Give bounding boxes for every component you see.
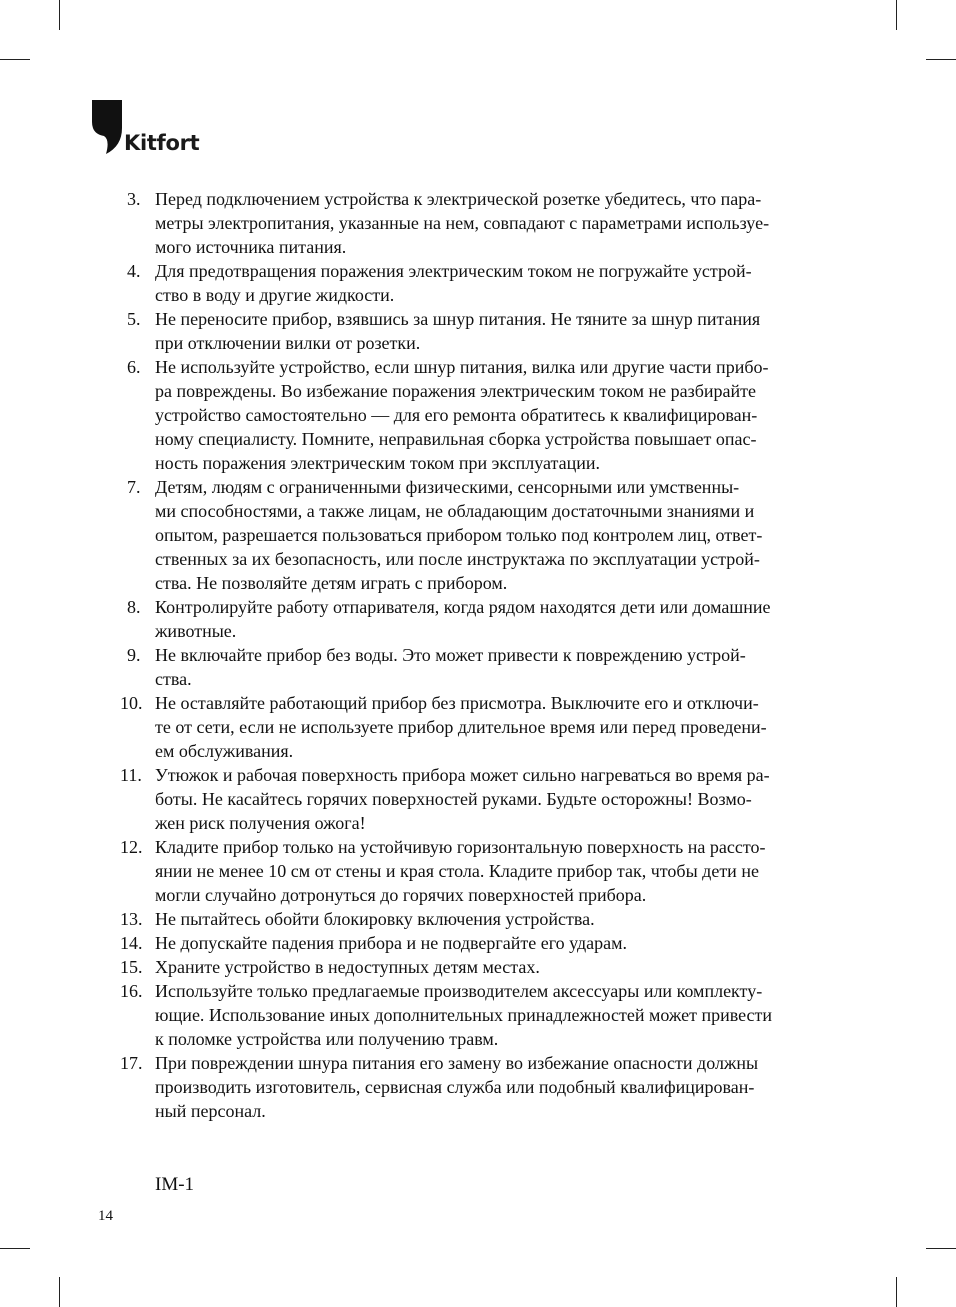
list-item-line: Не оставляйте работающий прибор без присмотра. Выключите его и отключи-: [155, 693, 759, 713]
list-item-line: при отключении вилки от розетки.: [155, 333, 421, 353]
list-item-line: ем обслуживания.: [155, 741, 294, 761]
list-item-line: ющие. Использование иных дополнительных принадлежностей может привести: [155, 1005, 773, 1025]
list-item-number: 10.: [120, 693, 143, 713]
list-item: [120, 763, 842, 835]
crop-mark-bottom-right-h: [926, 1248, 956, 1249]
list-item-number: 6.: [127, 357, 141, 377]
list-item-line: мого источника питания.: [155, 237, 347, 257]
list-item: [120, 595, 842, 643]
list-item-number: 16.: [120, 981, 143, 1001]
list-item-line: к поломке устройства или получению травм.: [155, 1029, 499, 1049]
list-item-number: 3.: [127, 189, 141, 209]
list-item-line: ми способностями, а также лицам, не обладающим достаточными знаниями и: [155, 501, 755, 521]
list-item-line: Перед подключением устройства к электрической розетке убедитесь, что пара-: [155, 189, 762, 209]
list-item-line: Не включайте прибор без воды. Это может привести к повреждению устрой-: [155, 645, 746, 665]
list-item: [120, 259, 842, 307]
crop-mark-bottom-right: [896, 1277, 897, 1307]
list-item: [120, 931, 842, 955]
list-item: [120, 907, 842, 931]
list-item-line: Используйте только предлагаемые производителем аксессуары или комплекту-: [155, 981, 763, 1001]
list-item-line: Кладите прибор только на устойчивую горизонтальную поверхность на рассто-: [155, 837, 766, 857]
list-item-line: ства.: [155, 669, 192, 689]
crop-mark-top-right-h: [926, 59, 956, 60]
list-item-line: Для предотвращения поражения электрическим током не погружайте устрой-: [155, 261, 752, 281]
list-item-number: 17.: [120, 1053, 143, 1073]
list-item-line: При повреждении шнура питания его замену во избежание опасности должны: [155, 1053, 759, 1073]
list-item-line: Не переносите прибор, взявшись за шнур питания. Не тяните за шнур питания: [155, 309, 761, 329]
list-item: [120, 955, 842, 979]
list-item: [120, 307, 842, 355]
list-item-line: ность поражения электрическим током при эксплуатации.: [155, 453, 601, 473]
list-item-line: Контролируйте работу отпаривателя, когда рядом находятся дети или домашние: [155, 597, 771, 617]
list-item-number: 15.: [120, 957, 143, 977]
list-item-number: 8.: [127, 597, 141, 617]
list-item-number: 12.: [120, 837, 143, 857]
list-item: [120, 355, 842, 475]
safety-instructions-list: [120, 187, 842, 1123]
list-item-line: ный персонал.: [155, 1101, 266, 1121]
list-item-line: ра повреждены. Во избежание поражения электрическим током не разбирайте: [155, 381, 756, 401]
model-code: IM-1: [155, 1174, 195, 1195]
list-item: [120, 187, 842, 259]
crop-mark-bottom-left-h: [0, 1248, 30, 1249]
list-item-line: ства. Не позволяйте детям играть с прибором.: [155, 573, 508, 593]
list-item-line: ство в воду и другие жидкости.: [155, 285, 395, 305]
list-item-line: янии не менее 10 см от стены и края стола. Кладите прибор так, чтобы дети не: [155, 861, 759, 881]
kitfort-logo-icon: [92, 100, 122, 154]
crop-mark-top-right: [896, 0, 897, 30]
list-item-line: устройство самостоятельно — для его ремонта обратитесь к квалифицирован-: [155, 405, 758, 425]
list-item-line: те от сети, если не используете прибор длительное время или перед проведени-: [155, 717, 767, 737]
page-number: 14: [98, 1208, 113, 1224]
list-item-number: 14.: [120, 933, 143, 953]
list-item-line: жен риск получения ожога!: [155, 813, 366, 833]
list-item: [120, 475, 842, 595]
list-item-line: животные.: [155, 621, 237, 641]
brand-logo: [92, 100, 199, 154]
list-item: [120, 1051, 842, 1123]
crop-mark-bottom-left: [59, 1277, 60, 1307]
list-item-line: Не используйте устройство, если шнур питания, вилка или другие части прибо-: [155, 357, 769, 377]
list-item-line: ственных за их безопасность, или после инструктажа по эксплуатации устрой-: [155, 549, 760, 569]
list-item: [120, 979, 842, 1051]
list-item-line: Не допускайте падения прибора и не подвергайте его ударам.: [155, 933, 628, 953]
list-item-number: 4.: [127, 261, 141, 281]
brand-name: Kitfort: [124, 131, 200, 155]
list-item-number: 7.: [127, 477, 141, 497]
list-item-line: производить изготовитель, сервисная служба или подобный квалифицирован-: [155, 1077, 755, 1097]
list-item-line: Храните устройство в недоступных детям местах.: [155, 957, 540, 977]
list-item-line: метры электропитания, указанные на нем, совпадают с параметрами используе-: [155, 213, 770, 233]
list-item-line: ному специалисту. Помните, неправильная сборка устройства повышает опас-: [155, 429, 757, 449]
list-item: [120, 835, 842, 907]
list-item-number: 13.: [120, 909, 143, 929]
list-item-number: 11.: [120, 765, 142, 785]
crop-mark-top-left-h: [0, 59, 30, 60]
list-item-line: боты. Не касайтесь горячих поверхностей руками. Будьте осторожны! Возмо-: [155, 789, 752, 809]
list-item-line: Детям, людям с ограниченными физическими, сенсорными или умственны-: [155, 477, 740, 497]
list-item: [120, 691, 842, 763]
list-item-line: Не пытайтесь обойти блокировку включения устройства.: [155, 909, 595, 929]
list-item-number: 5.: [127, 309, 141, 329]
list-item-number: 9.: [127, 645, 141, 665]
list-item: [120, 643, 842, 691]
list-item-line: опытом, разрешается пользоваться прибором только под контролем лиц, ответ-: [155, 525, 763, 545]
list-item-line: Утюжок и рабочая поверхность прибора может сильно нагреваться во время ра-: [155, 765, 770, 785]
crop-mark-top-left: [59, 0, 60, 30]
list-item-line: могли случайно дотронуться до горячих поверхностей прибора.: [155, 885, 647, 905]
